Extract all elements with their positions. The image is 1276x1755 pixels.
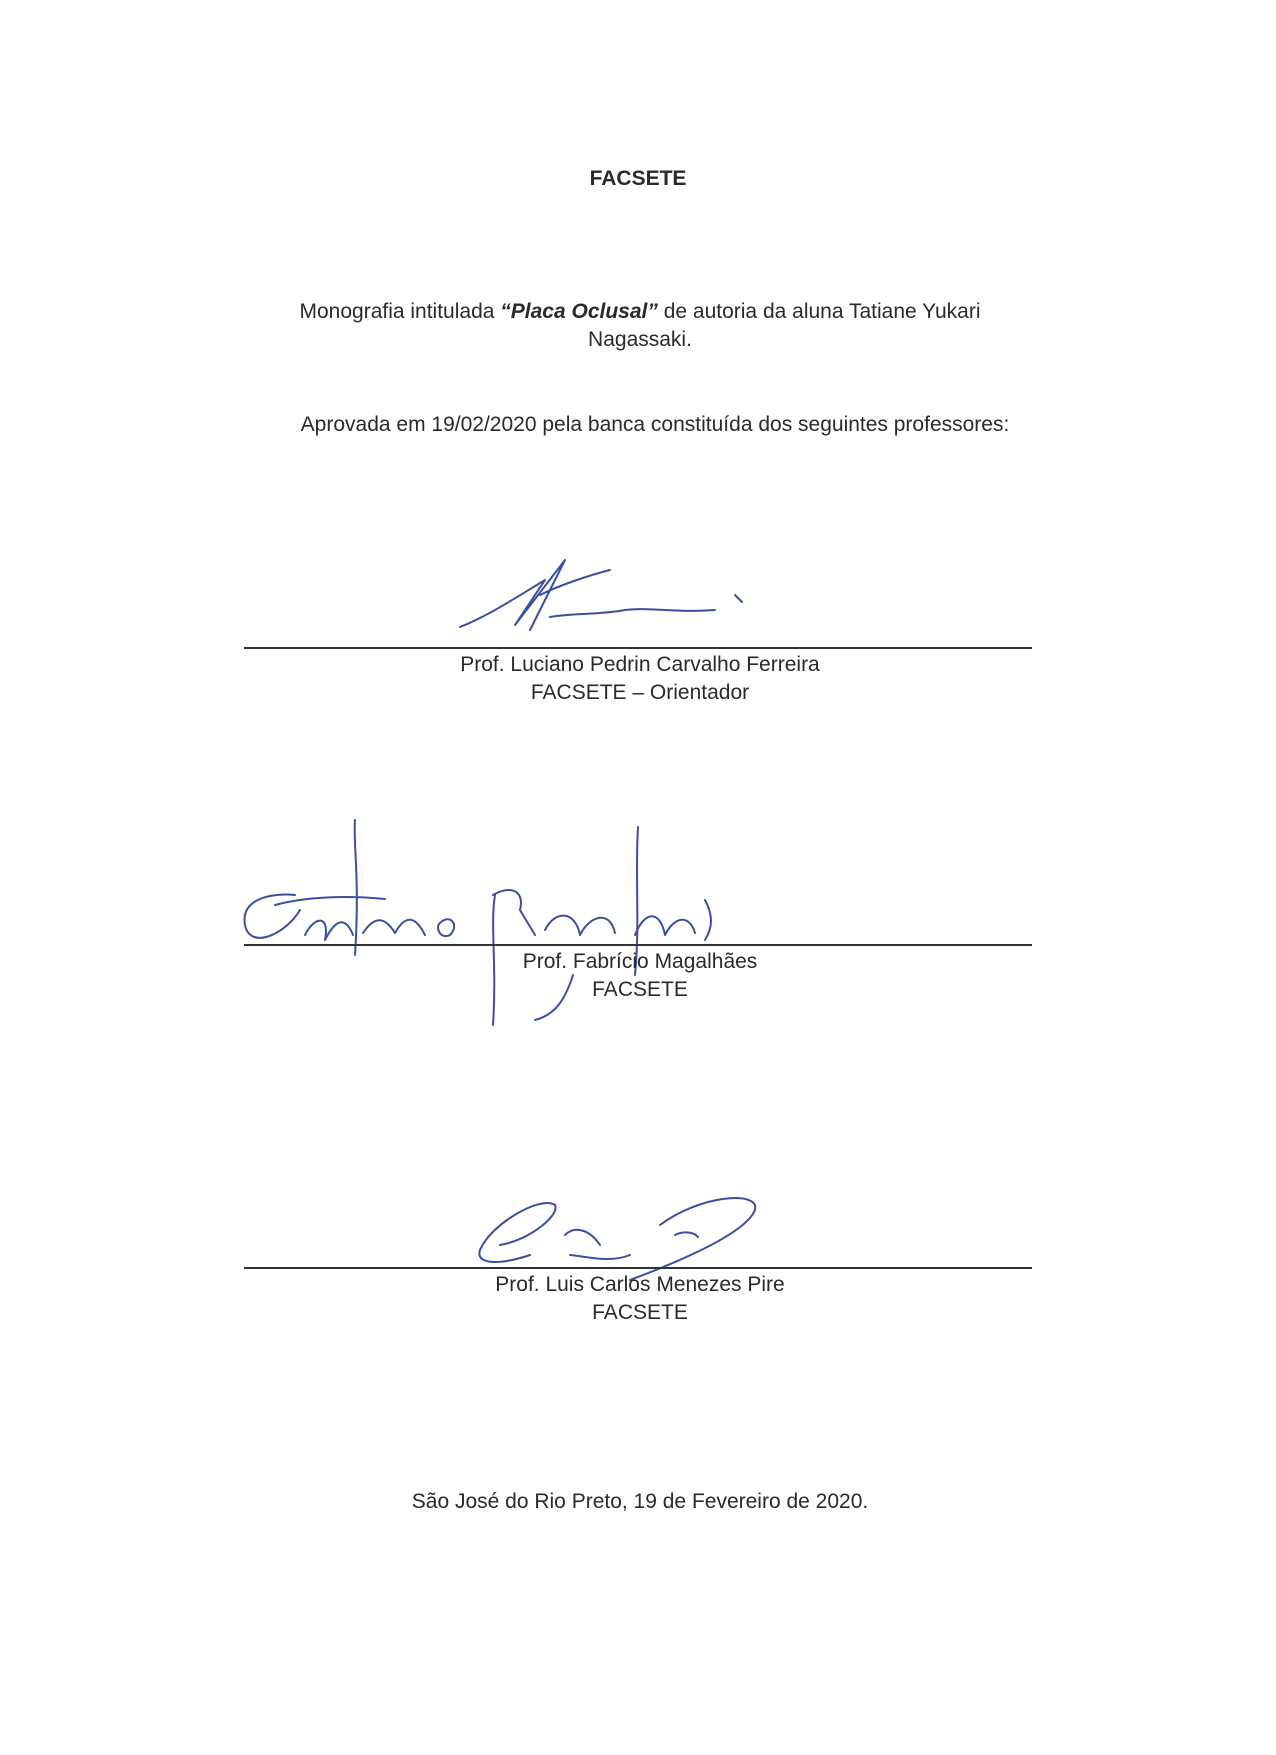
member-3-role: FACSETE: [592, 1301, 688, 1324]
committee-member-2: [340, 948, 940, 1004]
member-2-role: FACSETE: [592, 978, 688, 1001]
member-1-role: FACSETE – Orientador: [530, 681, 750, 704]
committee-member-3: [340, 1271, 940, 1327]
member-1-name: Prof. Luciano Pedrin Carvalho Ferreira: [460, 653, 820, 676]
signature-line-1: [244, 647, 1032, 649]
member-2-name: Prof. Fabrício Magalhães: [522, 950, 758, 973]
monograph-statement: [250, 298, 1030, 354]
institution-title: FACSETE: [589, 167, 687, 190]
member-3-name: Prof. Luis Carlos Menezes Pire: [495, 1273, 785, 1296]
committee-member-1: [340, 651, 940, 707]
signature-line-3: [244, 1267, 1032, 1269]
signature-3-image: [470, 1185, 780, 1285]
place-and-date: São José do Rio Preto, 19 de Fevereiro de 2020.: [411, 1490, 869, 1513]
monograph-title: “Placa Oclusal”: [500, 300, 658, 323]
intro-suffix: de autoria da aluna Tatiane Yukari Nagassaki.: [588, 300, 981, 351]
approval-statement: Aprovada em 19/02/2020 pela banca constituída dos seguintes professores:: [300, 413, 1010, 436]
signature-line-2: [244, 944, 1032, 946]
intro-prefix: Monografia intitulada: [299, 300, 501, 323]
signature-1-image: [450, 555, 770, 645]
